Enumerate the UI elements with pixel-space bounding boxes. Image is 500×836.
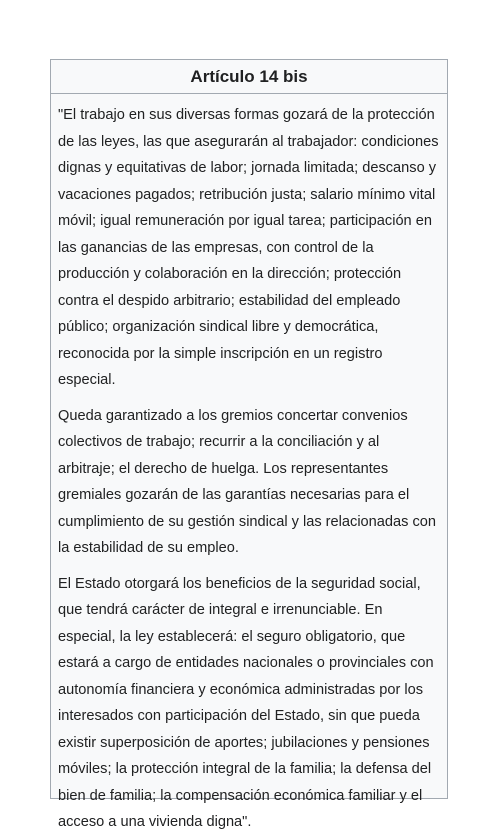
quote-box	[50, 59, 448, 830]
quote-body	[51, 94, 447, 836]
quote-paragraph-2: Queda garantizado a los gremios concertar convenios colectivos de trabajo; recurrir a la conciliación y al arbitraje; el derecho de huelga. Los representantes gremiales gozarán de las garantías necesarias para el cumplimiento de su gestión sindical y las relacionadas con la estabilidad de su empleo.	[58, 407, 437, 556]
quote-title: Artículo 14 bis	[51, 60, 447, 94]
quote-paragraph-1: "El trabajo en sus diversas formas gozará de la protección de las leyes, las que asegurarán al trabajador: condiciones dignas y equitativas de labor; jornada limitada; descanso y vacaciones pagados; retribución justa; salario mínimo vital móvil; igual remuneración por igual tarea; participación en las ganancias de las empresas, con control de la producción y colaboración en la dirección; protección contra el despido arbitrario; estabilidad del empleado público; organización sindical libre y democrática, reconocida por la simple inscripción en un registro especial.	[58, 107, 439, 388]
quote-paragraph-3: El Estado otorgará los beneficios de la seguridad social, que tendrá carácter de integral e irrenunciable. En especial, la ley establecerá: el seguro obligatorio, que estará a cargo de entidades nacionales o provinciales con autonomía financiera y económica administradas por los interesados con participación del Estado, sin que pueda existir superposición de aportes; jubilaciones y pensiones móviles; la protección integral de la familia; la defensa del bien de familia; la compensación económica familiar y el acceso a una vivienda digna".	[58, 575, 434, 830]
